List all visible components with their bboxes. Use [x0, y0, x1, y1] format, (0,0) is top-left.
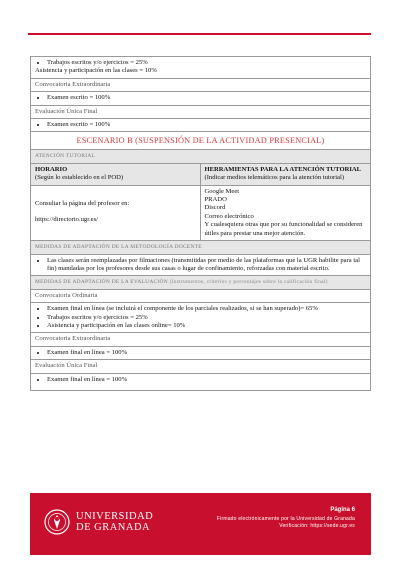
- extraordinaria-2-block: [31, 347, 370, 360]
- directory-link[interactable]: https://directorio.ugr.es/: [35, 216, 98, 224]
- footer-banner: [30, 493, 371, 555]
- tools-subtitle: (Indicar medios telemáticos para la atención tutorial): [204, 174, 345, 182]
- top-evaluation-block: [31, 57, 370, 79]
- guide-table: [30, 56, 371, 391]
- university-logo: [44, 509, 153, 535]
- tools-body: [201, 186, 371, 240]
- top-accent-line: [28, 33, 371, 35]
- schedule-title: HORARIO: [35, 165, 68, 173]
- methodology-heading-text: MEDIDAS DE ADAPTACIÓN DE LA METODOLOGÍA DOCENTE: [35, 244, 202, 251]
- list-line: Asistencia y participación en las clases = 10%: [35, 67, 157, 75]
- evaluation-heading-note: (Instrumentos, criterios y porcentajes sobre la calificación final): [169, 279, 328, 286]
- section-heading-unica-2: Evaluación Única Final: [31, 360, 370, 373]
- schedule-text: Consultar la página del profesor en:: [35, 199, 130, 207]
- verification-line2: Verificación: https://sede.ugr.es: [279, 522, 355, 529]
- unica-block: [31, 119, 370, 132]
- university-name-line2: DE GRANADA: [76, 522, 151, 533]
- tutorial-columns-body: [31, 186, 370, 241]
- list-item: • Examen final en línea = 100%: [47, 349, 366, 357]
- section-heading-extraordinaria: Convocatoria Extraordinaria: [31, 79, 370, 92]
- list-item: • Trabajos escritos y/o ejercicios = 25%: [47, 59, 366, 67]
- schedule-subtitle: (Según lo establecido en el POD): [35, 174, 124, 182]
- university-seal-icon: [44, 509, 70, 535]
- methodology-heading: [31, 241, 370, 254]
- list-item: • Examen escrito = 100%: [47, 121, 366, 129]
- list-item: • Trabajos escritos y/o ejercicios = 25%: [47, 314, 366, 322]
- verification-line1: Firmado electrónicamente por la Universidad de Granada: [216, 516, 355, 522]
- tool-item: Correo electrónico: [204, 212, 254, 220]
- tools-extra: Y cualesquiera otras que por su funcionalidad se consideren útiles para prestar una mejor atención.: [204, 221, 363, 237]
- footer-right: [217, 507, 355, 529]
- section-heading-unica: Evaluación Única Final: [31, 106, 370, 119]
- tutorial-heading-text: ATENCIÓN TUTORIAL: [35, 153, 96, 160]
- list-item: • Examen escrito = 100%: [47, 94, 366, 102]
- schedule-header: [31, 164, 201, 185]
- evaluation-heading: [31, 276, 370, 289]
- tool-item: Google Meet: [204, 187, 240, 195]
- list-item: • Examen final en línea (se incluirá el componente de los parciales realizados, si se han superado)= 65%: [47, 305, 366, 313]
- section-heading-ordinaria: Convocatoria Ordinaria: [31, 290, 370, 303]
- tools-title: HERRAMIENTAS PARA LA ATENCIÓN TUTORIAL: [204, 165, 362, 173]
- methodology-block: [31, 255, 370, 277]
- scenario-b-title: ESCENARIO B (SUSPENSIÓN DE LA ACTIVIDAD PRESENCIAL): [31, 132, 370, 150]
- schedule-body: [31, 186, 201, 240]
- list-item: • Asistencia y participación en las clases online= 10%: [47, 322, 366, 330]
- section-heading-extraordinaria-2: Convocatoria Extraordinaria: [31, 333, 370, 346]
- list-item: • Examen final en línea = 100%: [47, 376, 366, 384]
- unica-2-block: [31, 374, 370, 390]
- tool-item: Discord: [204, 204, 226, 212]
- tutorial-columns-header: [31, 164, 370, 186]
- page-number: Página 6: [330, 507, 355, 513]
- university-name-line1: UNIVERSIDAD: [76, 511, 154, 522]
- ordinaria-block: [31, 303, 370, 333]
- extraordinaria-block: [31, 92, 370, 105]
- list-item: • Las clases serán reemplazadas por filmaciones (transmitidas por medio de las plataformas que la UGR habilite para tal fin) mandadas por los profesores desde sus casas o lugar de confinamiento, reforzadas con material escrito.: [47, 257, 366, 274]
- tool-item: PRADO: [204, 196, 227, 204]
- evaluation-heading-text: MEDIDAS DE ADAPTACIÓN DE LA EVALUACIÓN: [35, 279, 168, 286]
- tutorial-heading: [31, 150, 370, 163]
- tools-header: [201, 164, 371, 185]
